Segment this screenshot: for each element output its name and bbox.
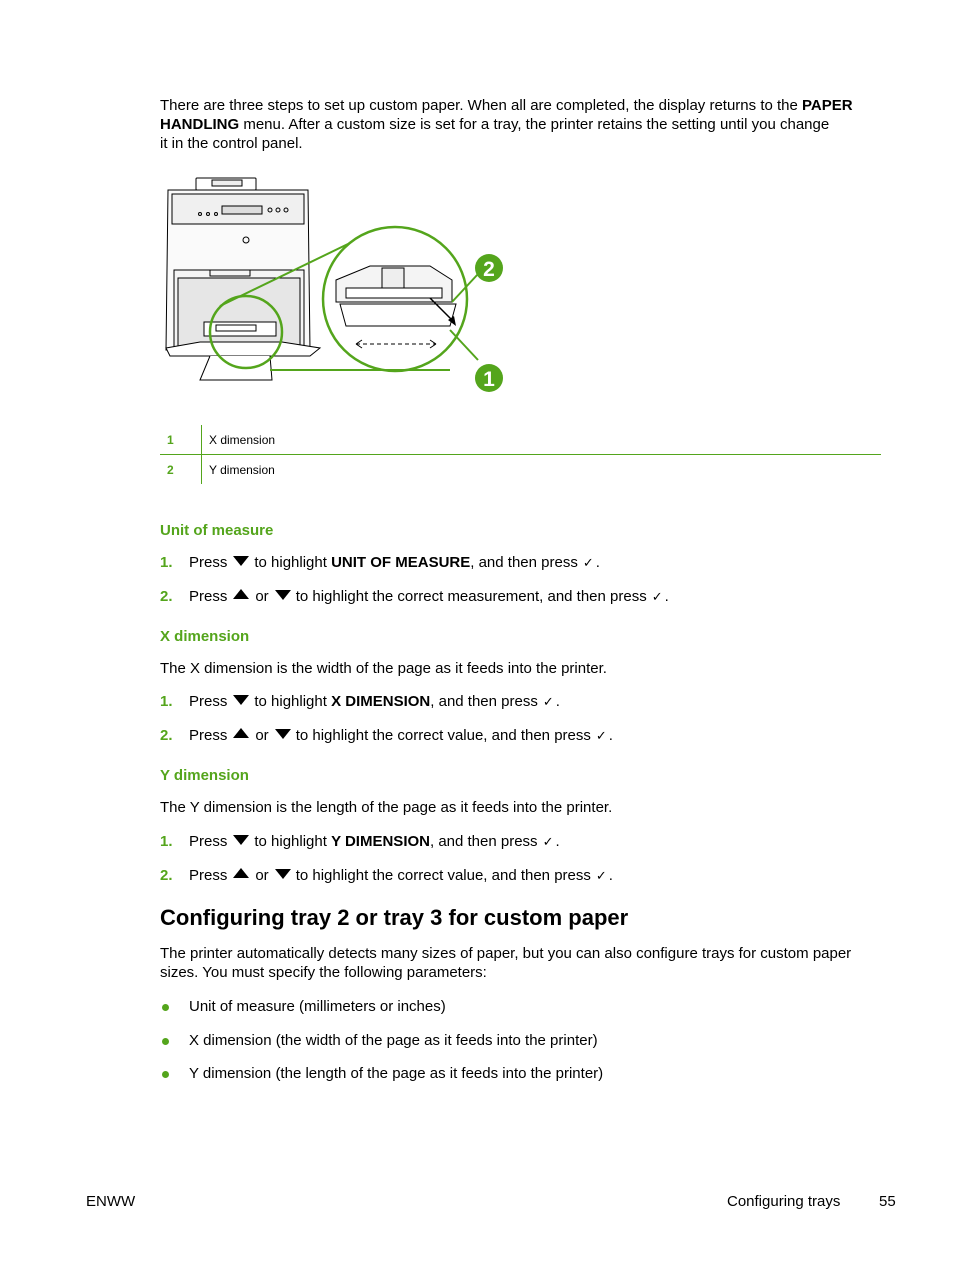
footer-left: ENWW (86, 1193, 136, 1210)
legend-number: 2 (160, 455, 202, 485)
intro-bold-paper: PAPER (802, 97, 853, 114)
checkmark-icon: ✓ (542, 694, 554, 709)
y-dimension-body: The Y dimension is the length of the page as it feeds into the printer. (160, 799, 613, 816)
body-text: The printer automatically detects many sizes of paper, but you can also configure trays for custom paper (160, 945, 852, 962)
tray-section-body (160, 944, 900, 982)
step-number: 1. (160, 554, 173, 571)
unit-of-measure-heading: Unit of measure (160, 522, 274, 539)
printer-illustration (160, 170, 510, 400)
step-text: Press (189, 833, 228, 850)
bullet-icon (162, 1004, 169, 1011)
down-arrow-icon (233, 695, 249, 705)
step-text: , and then press (429, 833, 538, 850)
step-text: to highlight the correct measurement, and then press (295, 588, 647, 605)
up-arrow-icon (233, 728, 249, 738)
list-item-text: X dimension (the width of the page as it feeds into the printer) (189, 1032, 598, 1049)
step-text: Press (189, 554, 228, 571)
x-dimension-body: The X dimension is the width of the page as it feeds into the printer. (160, 660, 607, 677)
step-text: or (255, 867, 269, 884)
x-step-1 (160, 692, 560, 711)
menu-item-name: X DIMENSION (331, 693, 431, 710)
intro-bold-handling: HANDLING (160, 116, 240, 133)
down-arrow-icon (275, 729, 291, 739)
section-heading: Configuring tray 2 or tray 3 for custom paper (160, 905, 629, 930)
step-text: to highlight (254, 693, 327, 710)
x-step-2 (160, 726, 613, 745)
list-item-text: Unit of measure (millimeters or inches) (189, 998, 446, 1015)
step-number: 2. (160, 727, 173, 744)
bullet-icon (162, 1038, 169, 1045)
list-item-text: Y dimension (the length of the page as it feeds into the printer) (189, 1065, 604, 1082)
legend-row (160, 425, 881, 455)
step-text: or (255, 588, 269, 605)
legend-description: X dimension (202, 425, 882, 455)
down-arrow-icon (233, 556, 249, 566)
legend-number: 1 (160, 425, 202, 455)
legend-table (160, 425, 881, 484)
step-text: . (608, 727, 613, 744)
y-step-2 (160, 866, 613, 885)
step-number: 2. (160, 867, 173, 884)
checkmark-icon: ✓ (582, 555, 594, 570)
legend-description: Y dimension (209, 462, 275, 477)
step-number: 2. (160, 588, 173, 605)
down-arrow-icon (275, 869, 291, 879)
legend-row (160, 455, 881, 485)
step-text: . (595, 554, 600, 571)
step-text: Press (189, 867, 228, 884)
checkmark-icon: ✓ (595, 728, 607, 743)
checkmark-icon: ✓ (595, 868, 607, 883)
step-text: , and then press (430, 693, 538, 710)
step-text: . (608, 867, 613, 884)
page-number: 55 (879, 1193, 896, 1210)
step-text: Press (189, 588, 228, 605)
step-text: or (255, 727, 269, 744)
step-text: Press (189, 727, 228, 744)
unit-step-1 (160, 553, 600, 572)
callout-1-label: 1 (483, 368, 495, 391)
bullet-icon (162, 1071, 169, 1078)
unit-step-2 (160, 587, 669, 606)
down-arrow-icon (233, 835, 249, 845)
y-step-1 (160, 832, 560, 851)
step-text: . (555, 833, 560, 850)
intro-text: menu. After a custom size is set for a tray, the printer retains the setting until you change (239, 116, 830, 133)
step-text: to highlight the correct value, and then press (295, 867, 591, 884)
step-text: Press (189, 693, 228, 710)
y-dimension-heading: Y dimension (160, 767, 249, 784)
step-text: , and then press (470, 554, 578, 571)
step-text: to highlight (254, 833, 327, 850)
callout-2-label: 2 (483, 258, 495, 281)
up-arrow-icon (233, 589, 249, 599)
menu-item-name: UNIT OF MEASURE (331, 554, 471, 571)
menu-item-name: Y DIMENSION (331, 833, 430, 850)
intro-text: There are three steps to set up custom paper. When all are completed, the display returns to the (160, 97, 803, 114)
down-arrow-icon (275, 590, 291, 600)
footer-section-title: Configuring trays (727, 1193, 841, 1210)
up-arrow-icon (233, 868, 249, 878)
step-number: 1. (160, 693, 173, 710)
checkmark-icon: ✓ (651, 589, 663, 604)
step-number: 1. (160, 833, 173, 850)
step-text: to highlight (254, 554, 327, 571)
step-text: . (664, 588, 669, 605)
body-text: sizes. You must specify the following parameters: (160, 964, 487, 981)
step-text: . (555, 693, 560, 710)
intro-text: it in the control panel. (160, 135, 303, 152)
intro-paragraph (160, 96, 890, 153)
step-text: to highlight the correct value, and then press (295, 727, 591, 744)
x-dimension-heading: X dimension (160, 628, 250, 645)
checkmark-icon: ✓ (542, 834, 554, 849)
